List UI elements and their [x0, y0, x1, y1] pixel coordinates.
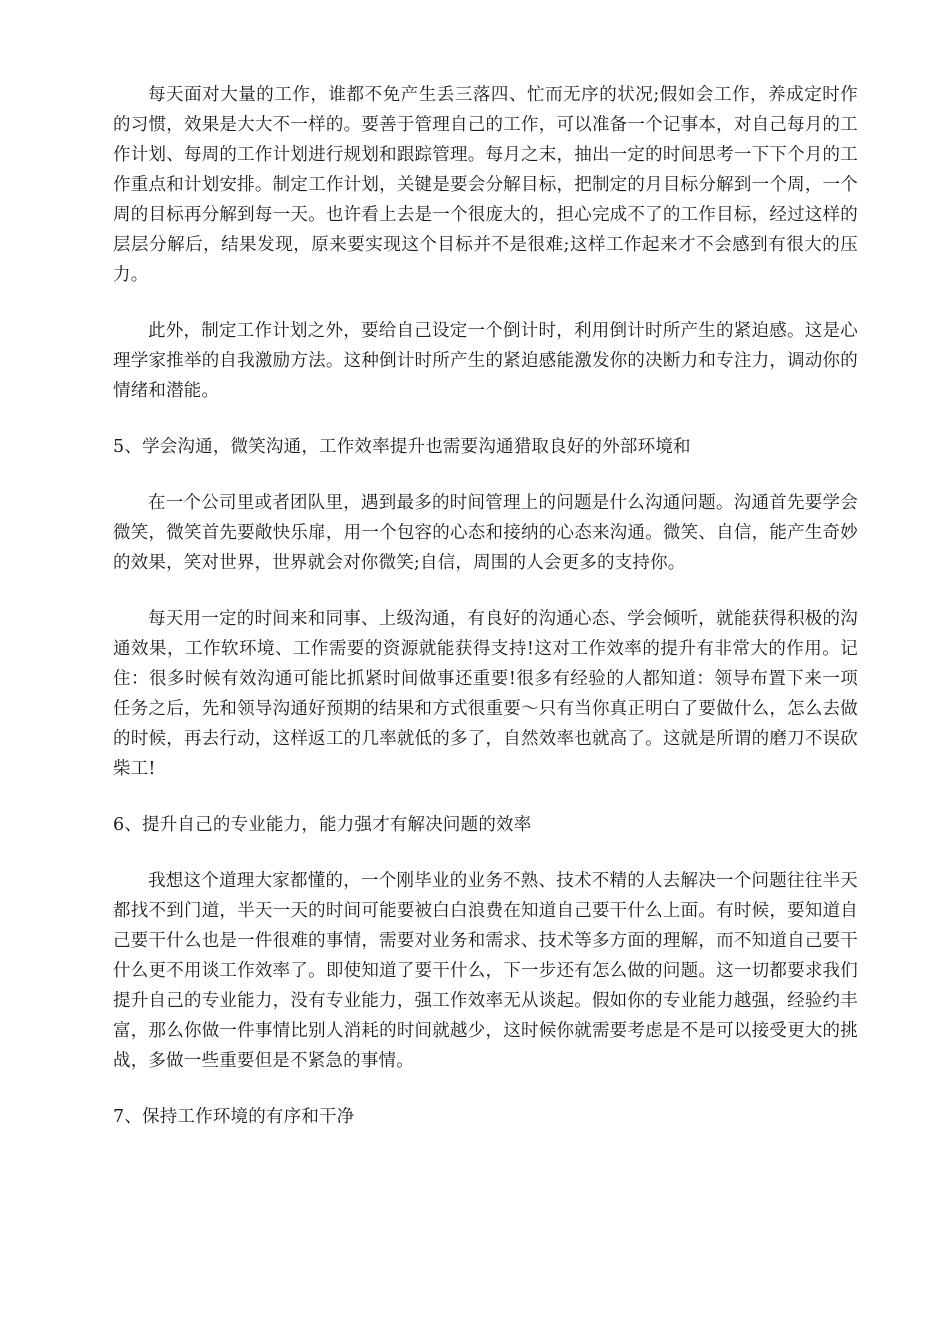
section-heading-5: 5、学会沟通，微笑沟通，工作效率提升也需要沟通猎取良好的外部环境和: [113, 437, 691, 457]
paragraph-countdown: 此外，制定工作计划之外，要给自己设定一个倒计时，利用倒计时所产生的紧迫感。这是心理学家推举的自我激励方法。这种倒计时所产生的紧迫感能激发你的决断力和专注力，调动你的情绪和潜能。: [113, 321, 858, 401]
section-heading-7: 7、保持工作环境的有序和干净: [113, 1107, 355, 1127]
paragraph-work-plan: 每天面对大量的工作，谁都不免产生丢三落四、忙而无序的状况;假如会工作，养成定时作的习惯，效果是大大不一样的。要善于管理自己的工作，可以准备一个记事本，对自己每月的工作计划、每周的工作计划进行规划和跟踪管理。每月之末，抽出一定的时间思考一下下个月的工作重点和计划安排。制定工作计划，关键是要会分解目标，把制定的月目标分解到一个周，一个周的目标再分解到每一天。也许看上去是一个很庞大的，担心完成不了的工作目标，经过这样的层层分解后，结果发现，原来要实现这个目标并不是很难;这样工作起来才不会感到有很大的压力。: [113, 85, 858, 285]
paragraph-professional-ability: 我想这个道理大家都懂的，一个刚毕业的业务不熟、技术不精的人去解决一个问题往往半天都找不到门道，半天一天的时间可能要被白白浪费在知道自己要干什么上面。有时候，要知道自己要干什么也是一件很难的事情，需要对业务和需求、技术等多方面的理解，而不知道自己要干什么更不用谈工作效率了。即使知道了要干什么，下一步还有怎么做的问题。这一切都要求我们提升自己的专业能力，没有专业能力，强工作效率无从谈起。假如你的专业能力越强，经验约丰富，那么你做一件事情比别人消耗的时间就越少，这时候你就需要考虑是不是可以接受更大的挑战，多做一些重要但是不紧急的事情。: [113, 871, 858, 1071]
paragraph-daily-communication: 每天用一定的时间来和同事、上级沟通，有良好的沟通心态、学会倾听，就能获得积极的沟通效果，工作软环境、工作需要的资源就能获得支持!这对工作效率的提升有非常大的作用。记住：很多时候有效沟通可能比抓紧时间做事还重要!很多有经验的人都知道：领导布置下来一项任务之后，先和领导沟通好预期的结果和方式很重要～只有当你真正明白了要做什么，怎么去做的时候，再去行动，这样返工的几率就低的多了，自然效率也就高了。这就是所谓的磨刀不误砍柴工!: [113, 609, 858, 779]
document-page: [113, 80, 858, 1158]
paragraph-smile-communication: 在一个公司里或者团队里，遇到最多的时间管理上的问题是什么沟通问题。沟通首先要学会微笑，微笑首先要敞快乐扉，用一个包容的心态和接纳的心态来沟通。微笑、自信，能产生奇妙的效果，笑对世界，世界就会对你微笑;自信，周围的人会更多的支持你。: [113, 493, 858, 573]
section-heading-6: 6、提升自己的专业能力，能力强才有解决问题的效率: [113, 815, 532, 835]
